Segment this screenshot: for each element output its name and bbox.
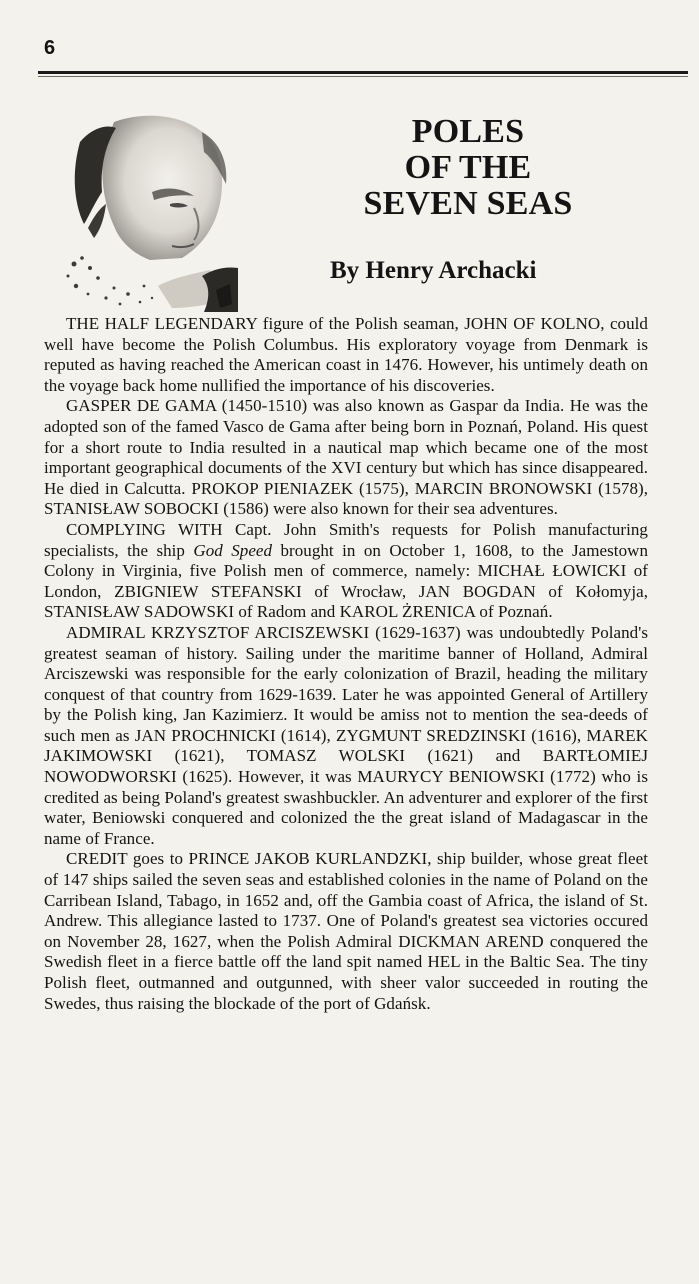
title-line: SEVEN SEAS — [363, 185, 573, 222]
ship-name: God Speed — [193, 540, 273, 560]
portrait-of-author-icon — [54, 108, 258, 312]
byline: By Henry Archacki — [330, 257, 537, 284]
paragraph-text: COMPLYING WITH Capt. John Smith's requests for Polish manufacturing specialists, the ship — [44, 519, 648, 560]
paragraph-text: brought in on October 1, 1608, to the Jamestown Colony in Virginia, five Polish men of commerce, namely: MICHAŁ ŁOWICKI of London, ZBIGNIEW STEFANSKI of Wrocław, JAN BOGDAN of Kołomyja, STANISŁAW SADOWSKI of Radom and KAROL ŻRENICA of Poznań. — [44, 540, 648, 622]
header-rule — [38, 71, 688, 74]
article-body — [44, 314, 648, 1014]
paragraph — [44, 520, 648, 623]
paragraph: ADMIRAL KRZYSZTOF ARCISZEWSKI (1629-1637) was undoubtedly Poland's greatest seaman of history. Sailing under the maritime banner of Holland, Admiral Arciszewski was responsible for the early colonization of Brazil, heading the military conquest of that country from 1629-1639. Later he was appointed General of Artillery by the Polish king, Jan Kazimierz. It would be amiss not to mention the sea-deeds of such men as JAN PROCHNICKI (1614), ZYGMUNT SREDZINSKI (1616), MAREK JAKIMOWSKI (1621), TOMASZ WOLSKI (1621) and BARTŁOMIEJ NOWODWORSKI (1625). However, it was MAURYCY BENIOWSKI (1772) who is credited as being Poland's greatest swashbuckler. An adventurer and explorer of the first water, Beniowski conquered and colonized the the great island of Madagascar in the name of France. — [44, 622, 648, 848]
title-line: OF THE — [404, 149, 532, 186]
article-title — [318, 114, 618, 222]
paragraph: CREDIT goes to PRINCE JAKOB KURLANDZKI, ship builder, whose great fleet of 147 ships sailed the seven seas and established colonies in the name of Poland on the Carribean Island, Tabago, in 1652 and, off the Gambia coast of Africa, the island of St. Andrew. This allegiance lasted to 1737. One of Poland's greatest sea victories occured on November 28, 1627, when the Polish Admiral DICKMAN AREND conquered the Swedish fleet in a fierce battle off the land spit named HEL in the Baltic Sea. The tiny Polish fleet, outmanned and outgunned, with sheer valor succeeded in routing the Swedes, thus raising the blockade of the port of Gdańsk. — [44, 849, 648, 1013]
title-line: POLES — [411, 113, 525, 150]
header-rule-thin — [38, 76, 688, 77]
paragraph: GASPER DE GAMA (1450-1510) was also known as Gaspar da India. He was the adopted son of the famed Vasco de Gama after being born in Poznań, Poland. His quest for a short route to India resulted in a nautical map which became one of the most important geographical documents of the XVI century but which has since disappeared. He died in Calcutta. PROKOP PIENIAZEK (1575), MARCIN BRONOWSKI (1578), STANISŁAW SOBOCKI (1586) were also known for their sea adventures. — [44, 396, 648, 519]
paragraph: THE HALF LEGENDARY figure of the Polish seaman, JOHN OF KOLNO, could well have become the Polish Columbus. His exploratory voyage from Denmark is reputed as having reached the American coast in 1476. However, his untimely death on the voyage back home nullified the importance of his discoveries. — [44, 314, 648, 395]
page-number: 6 — [44, 37, 56, 59]
